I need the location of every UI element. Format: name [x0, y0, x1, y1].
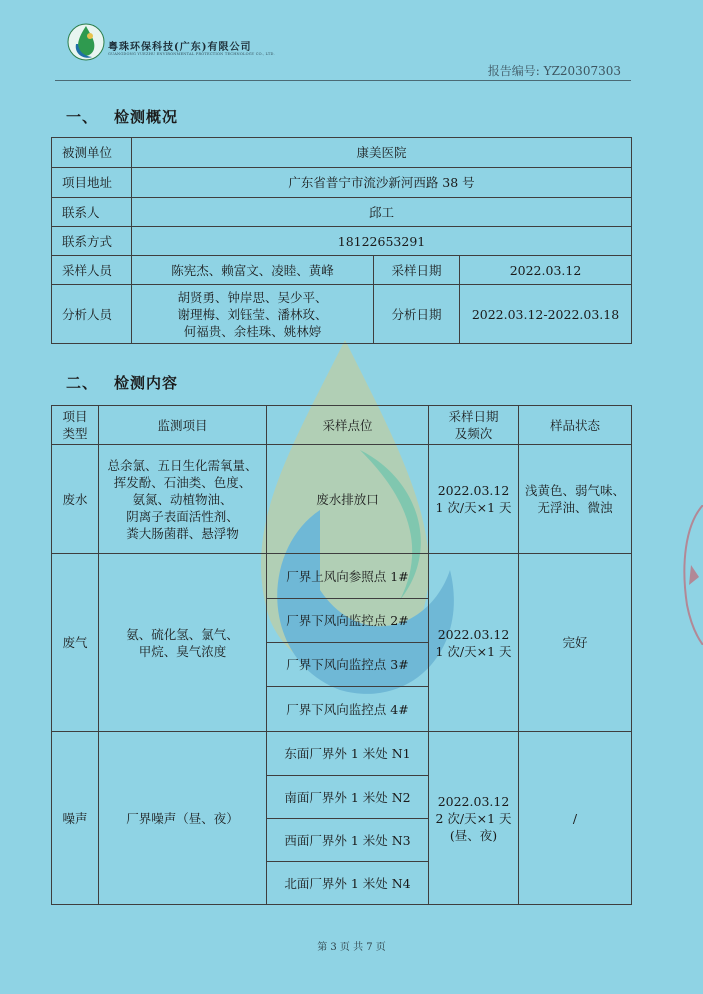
wastewater-point: 废水排放口: [267, 445, 429, 554]
contact-label: 联系人: [52, 198, 132, 227]
noise-date: [429, 732, 519, 905]
wastewater-items: [99, 445, 267, 554]
analyst-line-3: 何福贵、余桂珠、姚林婷: [183, 323, 322, 339]
wastewater-state-line: 浅黄色、弱气味、: [524, 483, 625, 498]
sampler-value: 陈宪杰、赖富文、凌睦、黄峰: [132, 256, 374, 285]
company-logo: [66, 22, 106, 62]
waste-gas-type: 废气: [52, 554, 99, 732]
section-2-title: [66, 372, 178, 393]
table-row: [52, 445, 632, 554]
wastewater-date: [429, 445, 519, 554]
table-row: [52, 285, 632, 344]
header-type-line-1: 项目: [62, 409, 88, 424]
noise-items: 厂界噪声（昼、夜）: [99, 732, 267, 905]
table-row: [52, 198, 632, 227]
analysis-date-value: 2022.03.12-2022.03.18: [460, 285, 632, 344]
header-items: 监测项目: [99, 406, 267, 445]
noise-point-2: 南面厂界外 1 米处 N2: [267, 776, 429, 819]
table-row: [52, 554, 632, 599]
wastewater-items-line: 挥发酚、石油类、色度、: [113, 474, 252, 490]
wastewater-state: [519, 445, 632, 554]
wastewater-items-line: 阴离子表面活性剂、: [126, 508, 239, 524]
header-type: [52, 406, 99, 445]
noise-point-1: 东面厂界外 1 米处 N1: [267, 732, 429, 776]
table-row: [52, 256, 632, 285]
contact-value: 邱工: [132, 198, 632, 227]
section-1-label: 检测概况: [114, 108, 179, 126]
sample-date-label: 采样日期: [374, 256, 460, 285]
waste-gas-items-line: 甲烷、臭气浓度: [138, 643, 227, 659]
analyst-line-1: 胡贤勇、钟岸思、吴少平、: [177, 289, 328, 305]
header-date-line-2: 及频次: [454, 426, 493, 441]
table-header-row: [52, 406, 632, 445]
waste-gas-items: [99, 554, 267, 732]
phone-label: 联系方式: [52, 227, 132, 256]
company-name-en: GUANGDONG YUEZHU ENVIRONMENTAL PROTECTION TECHNOLOGY CO., LTD.: [108, 52, 275, 56]
report-number: 报告编号: YZ20307303: [487, 64, 621, 78]
phone-value: 18122653291: [132, 227, 632, 256]
header-divider: [55, 80, 631, 81]
wastewater-items-line: 氨氮、动植物油、: [132, 491, 233, 507]
analyst-value: [132, 285, 374, 344]
address-label: 项目地址: [52, 168, 132, 198]
noise-point-3: 西面厂界外 1 米处 N3: [267, 819, 429, 862]
sample-date-value: 2022.03.12: [460, 256, 632, 285]
noise-date-line: 2 次/天×1 天: [435, 810, 512, 826]
table-row: [52, 227, 632, 256]
waste-gas-point-4: 厂界下风向监控点 4#: [267, 687, 429, 732]
unit-label: 被测单位: [52, 138, 132, 168]
waste-gas-point-3: 厂界下风向监控点 3#: [267, 643, 429, 687]
analysis-date-label: 分析日期: [374, 285, 460, 344]
wastewater-date-line: 2022.03.12: [437, 483, 510, 498]
wastewater-date-line: 1 次/天×1 天: [435, 500, 512, 515]
company-name-cn: 粤珠环保科技(广东)有限公司: [108, 42, 252, 53]
section-1-title: [66, 106, 178, 127]
analyst-label: 分析人员: [52, 285, 132, 344]
wastewater-items-line: 总余氯、五日生化需氧量、: [107, 457, 258, 473]
sampler-label: 采样人员: [52, 256, 132, 285]
header-state: 样品状态: [519, 406, 632, 445]
waste-gas-point-2: 厂界下风向监控点 2#: [267, 599, 429, 643]
wastewater-items-line: 粪大肠菌群、悬浮物: [126, 525, 239, 541]
wastewater-state-line: 无浮油、微浊: [537, 500, 613, 515]
table-row: [52, 168, 632, 198]
page-footer: 第 3 页 共 7 页: [317, 942, 386, 953]
header-date: [429, 406, 519, 445]
waste-gas-date-line: 1 次/天×1 天: [435, 643, 512, 659]
table-row: [52, 732, 632, 776]
waste-gas-state: 完好: [519, 554, 632, 732]
noise-point-4: 北面厂界外 1 米处 N4: [267, 862, 429, 905]
waste-gas-date-line: 2022.03.12: [437, 626, 510, 642]
waste-gas-date: [429, 554, 519, 732]
wastewater-type: 废水: [52, 445, 99, 554]
waste-gas-point-1: 厂界上风向参照点 1#: [267, 554, 429, 599]
noise-state: /: [519, 732, 632, 905]
noise-date-line: (昼、夜): [449, 827, 498, 843]
table-row: [52, 138, 632, 168]
section-2-label: 检测内容: [114, 374, 179, 392]
header-type-line-2: 类型: [62, 426, 88, 441]
address-value: 广东省普宁市流沙新河西路 38 号: [132, 168, 632, 198]
header-date-line-1: 采样日期: [448, 409, 499, 424]
section-1-number: 一、: [66, 108, 99, 126]
overview-table: [51, 137, 632, 344]
header-points: 采样点位: [267, 406, 429, 445]
section-2-number: 二、: [66, 374, 99, 392]
content-table: [51, 405, 632, 905]
noise-date-line: 2022.03.12: [437, 793, 510, 809]
analyst-line-2: 谢理梅、刘钰莹、潘林玫、: [177, 306, 328, 322]
noise-type: 噪声: [52, 732, 99, 905]
seal-stamp-fragment: [677, 505, 703, 645]
unit-value: 康美医院: [132, 138, 632, 168]
waste-gas-items-line: 氨、硫化氢、氯气、: [126, 626, 239, 642]
